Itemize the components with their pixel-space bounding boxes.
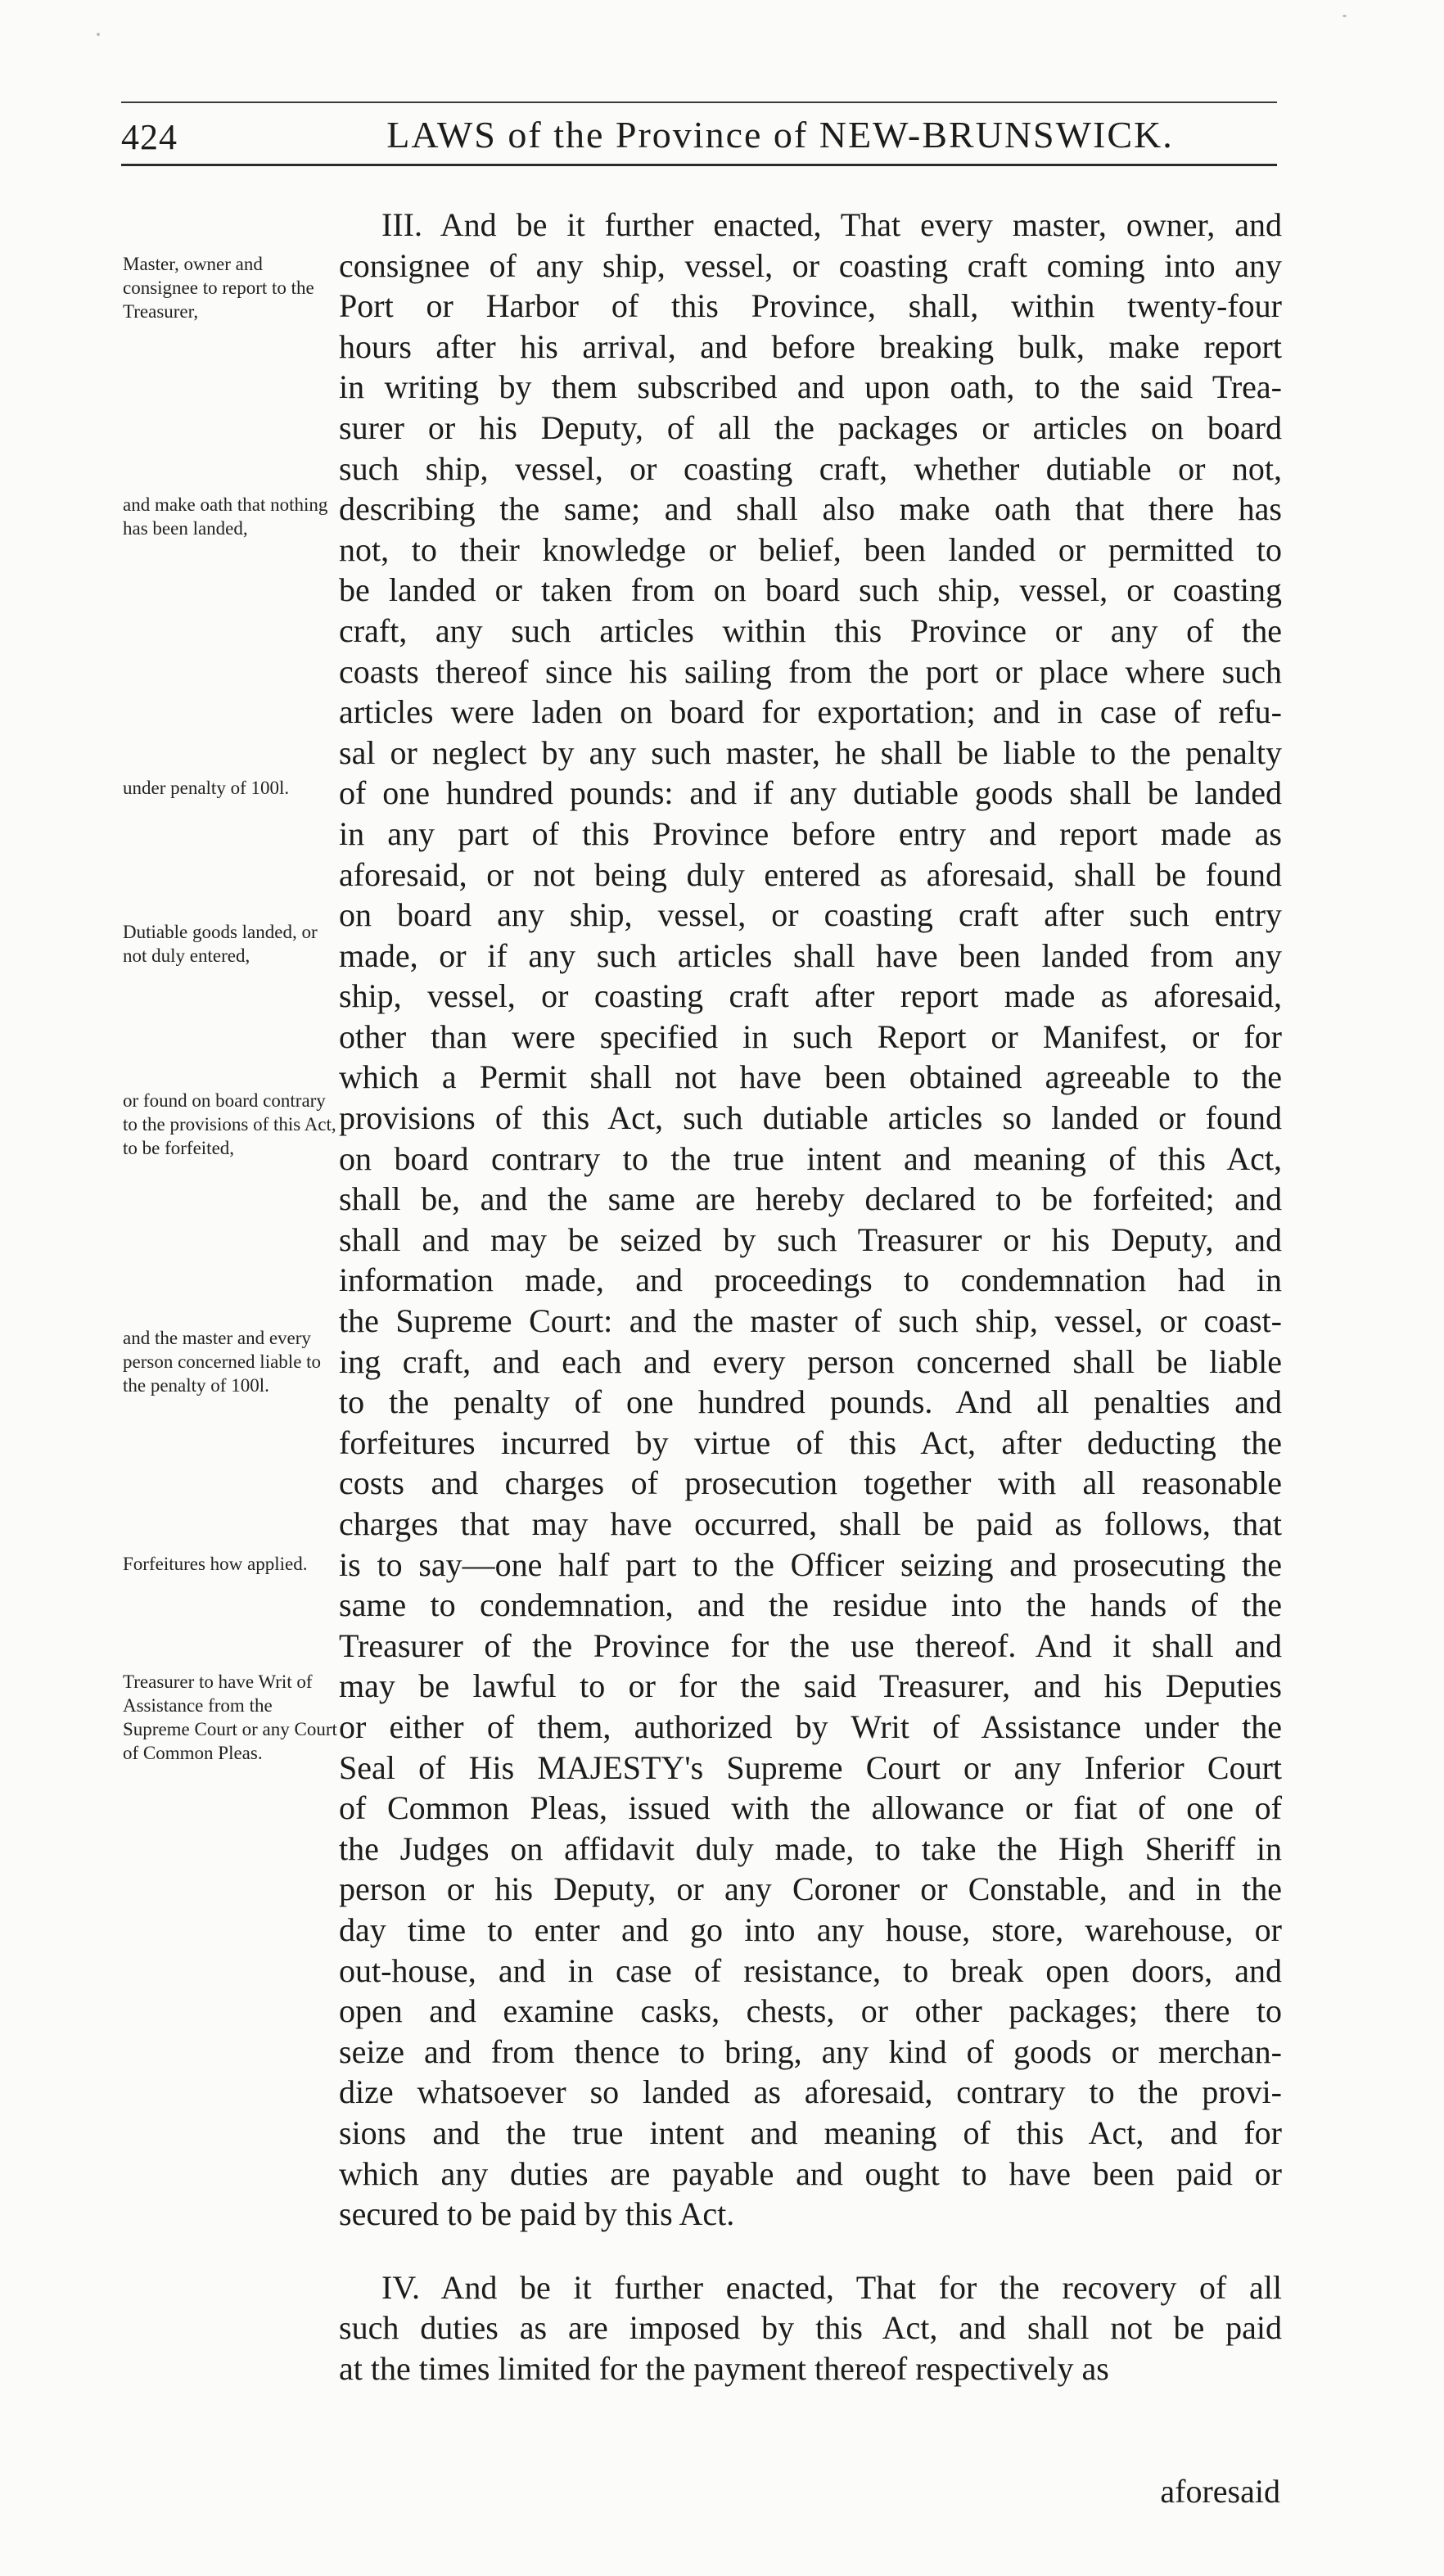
text-line: the Judges on affidavit duly made, to take the High Sheriff in [339,1829,1282,1867]
paper-speck [1342,15,1347,17]
text-line: aforesaid, or not being duly entered as aforesaid, shall be found [339,855,1282,893]
margin-note: and make oath that nothing has been landed, [123,494,328,539]
text-line: consignee of any ship, vessel, or coasting craft coming into any [339,246,1282,284]
text-line: shall and may be seized by such Treasurer or his Deputy, and [339,1220,1282,1258]
running-title: LAWS of the Province of NEW-BRUNSWICK. [386,114,1174,156]
text-line: in any part of this Province before entry and report made as [339,814,1282,852]
margin-note: Master, owner and consignee to report to the Treasurer, [123,254,314,322]
text-line: to the penalty of one hundred pounds. And all penalties and [339,1383,1282,1421]
text-line: in writing by them subscribed and upon oath, to the said Trea- [339,368,1282,406]
text-line: Port or Harbor of this Province, shall, within twenty-four [339,287,1282,325]
text-line: ing craft, and each and every person concerned shall be liable [339,1342,1282,1380]
text-line: shall be, and the same are hereby declared to be forfeited; and [339,1180,1282,1218]
text-line: seize and from thence to bring, any kind of goods or merchan- [339,2032,1282,2070]
text-line: of Common Pleas, issued with the allowance or fiat of one of [339,1789,1282,1827]
text-line: is to say—one half part to the Officer seizing and prosecuting the [339,1545,1282,1583]
text-line: information made, and proceedings to condemnation had in [339,1261,1282,1299]
text-line: which a Permit shall not have been obtained agreeable to the [339,1058,1282,1096]
text-line: provisions of this Act, such dutiable articles so landed or found [339,1099,1282,1137]
margin-note: Forfeitures how applied. [123,1554,308,1574]
text-line: may be lawful to or for the said Treasurer, and his Deputies [339,1667,1282,1705]
text-line: ship, vessel, or coasting craft after report made as aforesaid, [339,977,1282,1015]
paper-speck [97,33,100,36]
text-line: sions and the true intent and meaning of this Act, and for [339,2114,1282,2151]
text-line: out-house, and in case of resistance, to break open doors, and [339,1951,1282,1989]
text-line: such duties as are imposed by this Act, and shall not be paid [339,2309,1282,2347]
text-line: person or his Deputy, or any Coroner or Constable, and in the [339,1870,1282,1908]
margin-note: and the master and every person concerned liable to the penalty of 100l. [123,1328,322,1396]
text-line: describing the same; and shall also make oath that there has [339,490,1282,528]
text-line: such ship, vessel, or coasting craft, whether dutiable or not, [339,449,1282,487]
text-line: charges that may have occurred, shall be paid as follows, that [339,1505,1282,1542]
text-line: coasts thereof since his sailing from the port or place where such [339,652,1282,690]
page-header [121,108,1277,167]
section-iii [339,205,1282,2235]
text-line: hours after his arrival, and before breaking bulk, make report [339,327,1282,365]
text-line: surer or his Deputy, of all the packages or articles on board [339,408,1282,446]
text-line: sal or neglect by any such master, he shall be liable to the penalty [339,733,1282,771]
text-line: the Supreme Court: and the master of such ship, vessel, or coast- [339,1302,1282,1340]
text-line: costs and charges of prosecution together with all reasonable [339,1464,1282,1502]
page-number: 424 [121,117,178,157]
body-text [339,205,1282,2389]
catchword: aforesaid [1160,2473,1280,2510]
text-line: which any duties are payable and ought to have been paid or [339,2154,1282,2192]
margin-note: under penalty of 100l. [123,778,290,798]
header-rule [121,164,1277,166]
text-line: forfeitures incurred by virtue of this Act, after deducting the [339,1423,1282,1461]
text-line: secured to be paid by this Act. [339,2195,735,2233]
text-line: Treasurer of the Province for the use thereof. And it shall and [339,1626,1282,1664]
header-top-rule [121,102,1277,103]
text-line: on board contrary to the true intent and meaning of this Act, [339,1139,1282,1177]
margin-note: Treasurer to have Writ of Assistance from the Supreme Court or any Court of Common Pleas. [123,1671,337,1763]
text-line: on board any ship, vessel, or coasting craft after such entry [339,896,1282,934]
text-line: at the times limited for the payment thereof respectively as [339,2349,1109,2387]
section-iv [339,2267,1282,2389]
text-line: open and examine casks, chests, or other packages; there to [339,1992,1282,2030]
text-line: be landed or taken from on board such ship, vessel, or coasting [339,571,1282,609]
text-line: made, or if any such articles shall have been landed from any [339,936,1282,974]
margin-note: Dutiable goods landed, or not duly entered, [123,922,318,966]
text-line: or either of them, authorized by Writ of Assistance under the [339,1708,1282,1745]
text-line: IV. And be it further enacted, That for the recovery of all [381,2268,1282,2306]
text-line: articles were laden on board for exportation; and in case of refu- [339,693,1282,731]
text-line: dize whatsoever so landed as aforesaid, contrary to the provi- [339,2073,1282,2111]
text-line: craft, any such articles within this Province or any of the [339,611,1282,649]
margin-note: or found on board contrary to the provisions of this Act, to be forfeited, [123,1090,336,1158]
text-line: of one hundred pounds: and if any dutiable goods shall be landed [339,774,1282,812]
text-line: Seal of His MAJESTY's Supreme Court or any Inferior Court [339,1748,1282,1786]
text-line: same to condemnation, and the residue into the hands of the [339,1586,1282,1624]
text-line: other than were specified in such Report or Manifest, or for [339,1017,1282,1055]
text-line: day time to enter and go into any house, store, warehouse, or [339,1911,1282,1948]
text-line: not, to their knowledge or belief, been landed or permitted to [339,530,1282,568]
text-line: III. And be it further enacted, That every master, owner, and [381,206,1282,243]
